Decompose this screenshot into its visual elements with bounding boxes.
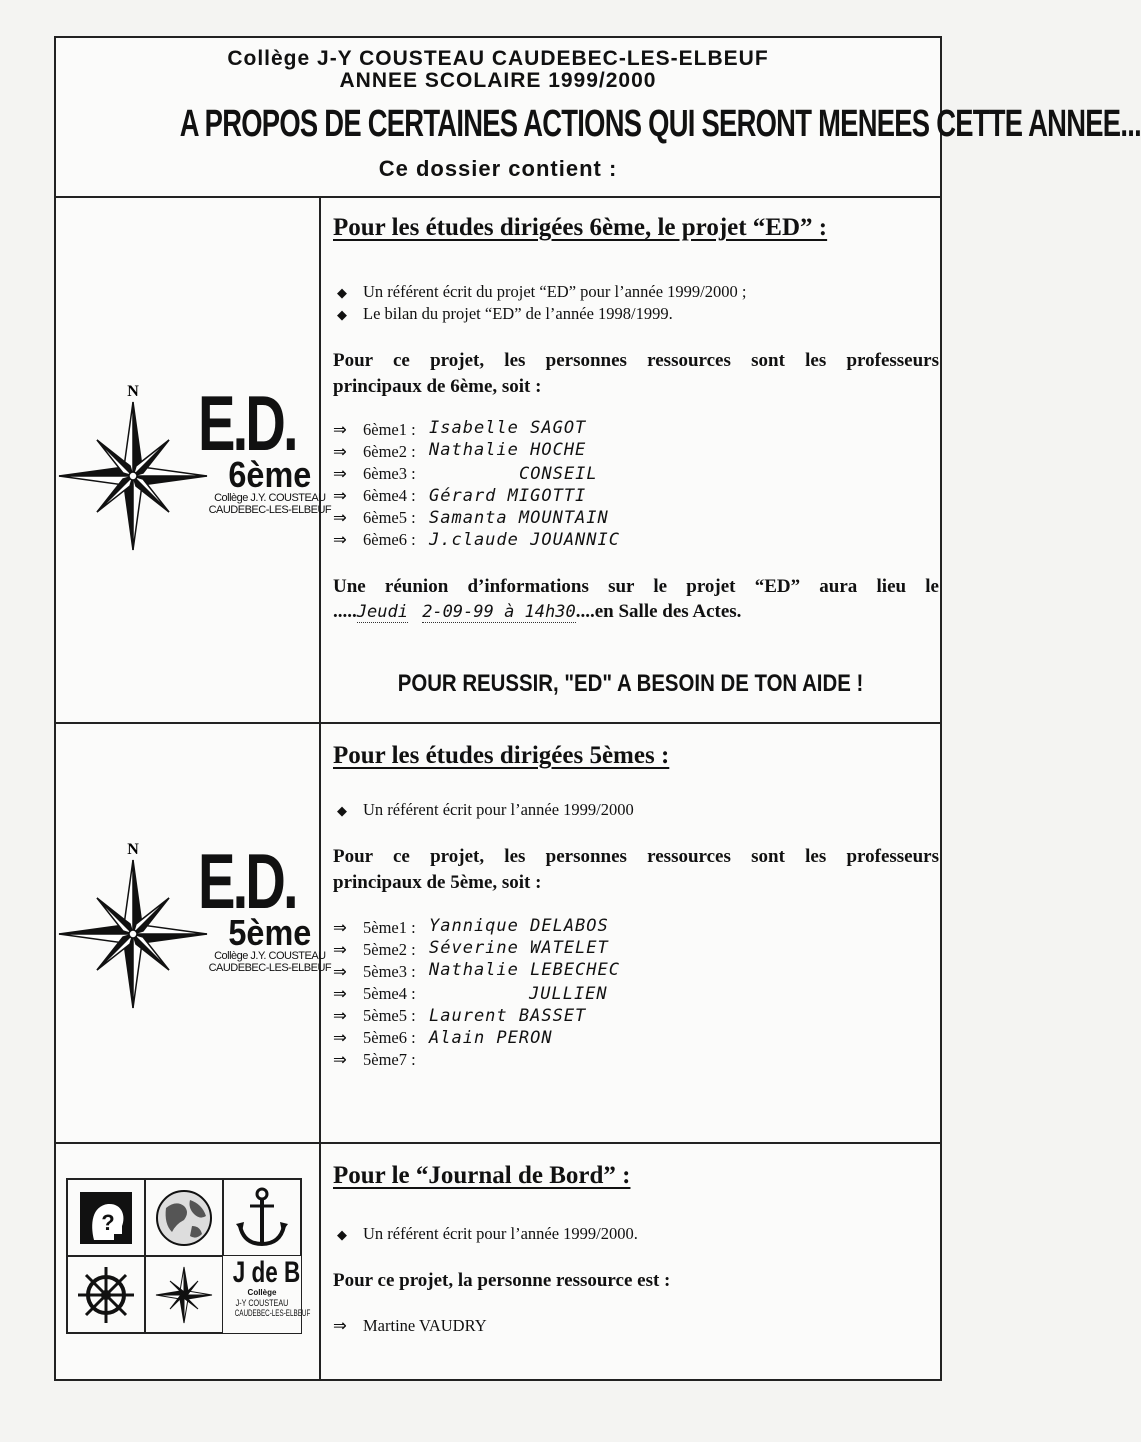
class-label: 5ème3 : bbox=[363, 962, 416, 981]
arrow-icon: ⇒ bbox=[333, 1006, 347, 1025]
section-6-resources-line2: principaux de 6ème, soit : bbox=[333, 376, 542, 397]
teacher-row bbox=[333, 984, 433, 1006]
teacher-name-handwritten: Alain PERON bbox=[429, 1028, 553, 1048]
section-5-content bbox=[321, 724, 940, 1142]
arrow-icon: ⇒ bbox=[333, 442, 347, 461]
bullet-text: Le bilan du projet “ED” de l’année 1998/1999. bbox=[363, 304, 673, 323]
teacher-name-handwritten: J.claude JOUANNIC bbox=[429, 530, 620, 550]
class-label: 5ème5 : bbox=[363, 1006, 416, 1025]
teacher-name-handwritten: CONSEIL bbox=[519, 464, 598, 484]
jdb-text-tile bbox=[223, 1256, 311, 1333]
journal-de-bord-logo bbox=[66, 1178, 311, 1334]
diamond-bullet-icon: ◆ bbox=[337, 1227, 347, 1242]
teacher-row bbox=[333, 486, 433, 508]
teacher-row bbox=[333, 464, 433, 486]
resource-person-row bbox=[333, 1316, 487, 1338]
page-title: A PROPOS DE CERTAINES ACTIONS QUI SERONT MENEES CETTE ANNEE... bbox=[179, 103, 1141, 145]
class-label: 6ème4 : bbox=[363, 486, 416, 505]
section-6-title: Pour les études dirigées 6ème, le projet “ED” : bbox=[333, 214, 828, 241]
ed-logo-grade: 6ème bbox=[228, 454, 312, 495]
resource-person-name: Martine VAUDRY bbox=[363, 1316, 487, 1335]
class-label: 5ème2 : bbox=[363, 940, 416, 959]
teacher-row bbox=[333, 918, 433, 940]
arrow-icon: ⇒ bbox=[333, 1028, 347, 1047]
teacher-name-handwritten: JULLIEN bbox=[529, 984, 608, 1004]
diamond-bullet-icon: ◆ bbox=[337, 307, 347, 322]
section-journal-de-bord bbox=[56, 1144, 940, 1381]
bullet-text: Un référent écrit pour l’année 1999/2000 bbox=[363, 800, 634, 819]
section-jdb-resources: Pour ce projet, la personne ressource est : bbox=[333, 1270, 671, 1291]
ed-logo-college: Collège J.Y. COUSTEAU bbox=[214, 492, 326, 504]
teacher-row bbox=[333, 530, 433, 552]
compass-rose-icon bbox=[146, 1257, 222, 1332]
arrow-icon: ⇒ bbox=[333, 940, 347, 959]
section-6-content bbox=[321, 196, 940, 722]
arrow-icon: ⇒ bbox=[333, 420, 347, 439]
section-5-logo-cell bbox=[56, 724, 332, 1142]
jdb-logo-text bbox=[223, 1256, 311, 1318]
anchor-tile bbox=[223, 1179, 301, 1256]
class-label: 6ème2 : bbox=[363, 442, 416, 461]
helm-tile bbox=[67, 1256, 145, 1333]
question-head-tile bbox=[67, 1179, 145, 1256]
ed-6eme-logo bbox=[61, 378, 332, 548]
ed-5eme-logo-text bbox=[198, 837, 334, 974]
section-ed-5eme bbox=[56, 724, 940, 1144]
ed-logo-letters: E.D. bbox=[198, 837, 296, 925]
section-ed-6eme bbox=[56, 196, 940, 724]
class-label: 5ème6 : bbox=[363, 1028, 416, 1047]
class-label: 5ème1 : bbox=[363, 918, 416, 937]
section-jdb-title: Pour le “Journal de Bord” : bbox=[333, 1162, 631, 1189]
anchor-icon bbox=[224, 1180, 300, 1255]
jdb-college: Collège bbox=[247, 1288, 277, 1297]
section-5-title: Pour les études dirigées 5èmes : bbox=[333, 742, 670, 769]
compass-rose-icon bbox=[61, 836, 211, 1001]
class-label: 5ème7 : bbox=[363, 1050, 416, 1069]
teacher-row bbox=[333, 1006, 433, 1028]
class-label: 6ème3 : bbox=[363, 464, 416, 483]
class-label: 6ème1 : bbox=[363, 420, 416, 439]
arrow-icon: ⇒ bbox=[333, 464, 347, 483]
arrow-icon: ⇒ bbox=[333, 1316, 347, 1335]
arrow-icon: ⇒ bbox=[333, 1050, 347, 1069]
diamond-bullet-icon: ◆ bbox=[337, 285, 347, 300]
meeting-day-handwritten: Jeudi bbox=[356, 602, 408, 622]
ed-logo-letters: E.D. bbox=[198, 379, 296, 467]
class-label: 6ème5 : bbox=[363, 508, 416, 527]
section-6-bullet bbox=[337, 282, 746, 302]
globe-tile bbox=[145, 1179, 223, 1256]
question-head-icon bbox=[68, 1180, 144, 1255]
diamond-bullet-icon: ◆ bbox=[337, 803, 347, 818]
ed-6eme-logo-text bbox=[198, 379, 334, 516]
document-sheet bbox=[54, 36, 1141, 1381]
teacher-name-handwritten: Laurent BASSET bbox=[429, 1006, 587, 1026]
meeting-line2 bbox=[333, 601, 741, 623]
document-header bbox=[56, 38, 1141, 198]
compass-rose-icon bbox=[61, 378, 211, 543]
section-6-logo-cell bbox=[56, 196, 332, 722]
teacher-name-handwritten: Gérard MIGOTTI bbox=[429, 486, 587, 506]
jdb-town: CAUDEBEC-LES-ELBEUF bbox=[234, 1308, 311, 1318]
section-6-bullet bbox=[337, 304, 673, 324]
section-jdb-content bbox=[321, 1144, 940, 1381]
bullet-text: Un référent écrit du projet “ED” pour l’année 1999/2000 ; bbox=[363, 282, 747, 301]
teacher-name-handwritten: Nathalie HOCHE bbox=[429, 440, 587, 460]
arrow-icon: ⇒ bbox=[333, 984, 347, 1003]
teacher-row bbox=[333, 962, 433, 984]
meeting-line1: Une réunion d’informations sur le projet “ED” aura lieu le bbox=[333, 576, 939, 597]
ed-call-to-action: POUR REUSSIR, "ED" A BESOIN DE TON AIDE ! bbox=[397, 670, 864, 697]
teacher-row bbox=[333, 420, 433, 442]
teacher-name-handwritten: Isabelle SAGOT bbox=[429, 418, 587, 438]
teacher-name-handwritten: Samanta MOUNTAIN bbox=[429, 508, 609, 528]
teacher-row bbox=[333, 1050, 433, 1072]
globe-icon bbox=[146, 1180, 222, 1255]
class-label: 6ème6 : bbox=[363, 530, 416, 549]
teacher-row bbox=[333, 940, 433, 962]
ed-logo-town: CAUDEBEC-LES-ELBEUF bbox=[208, 504, 332, 516]
teacher-name-handwritten: Nathalie LEBECHEC bbox=[429, 960, 620, 980]
teacher-row bbox=[333, 508, 433, 530]
teacher-row bbox=[333, 442, 433, 464]
class-label: 5ème4 : bbox=[363, 984, 416, 1003]
compass-north-label: N bbox=[127, 383, 139, 400]
dossier-contents-heading: Ce dossier contient : bbox=[378, 156, 618, 181]
arrow-icon: ⇒ bbox=[333, 486, 347, 505]
compass-tile bbox=[145, 1256, 223, 1333]
section-5-bullet bbox=[337, 800, 634, 820]
ed-logo-town: CAUDEBEC-LES-ELBEUF bbox=[208, 962, 332, 974]
teacher-name-handwritten: Séverine WATELET bbox=[429, 938, 609, 958]
arrow-icon: ⇒ bbox=[333, 962, 347, 981]
section-5-resources-line2: principaux de 5ème, soit : bbox=[333, 872, 542, 893]
ed-logo-college: Collège J.Y. COUSTEAU bbox=[214, 950, 326, 962]
ed-5eme-logo bbox=[61, 836, 332, 1006]
teacher-name-handwritten: Yannique DELABOS bbox=[429, 916, 609, 936]
meeting-location: ....en Salle des Actes. bbox=[575, 601, 742, 622]
teacher-row bbox=[333, 1028, 433, 1050]
arrow-icon: ⇒ bbox=[333, 918, 347, 937]
compass-north-label: N bbox=[127, 841, 139, 858]
school-year: ANNEE SCOLAIRE 1999/2000 bbox=[339, 69, 657, 92]
meeting-dots: ..... bbox=[333, 601, 357, 622]
bullet-text: Un référent écrit pour l’année 1999/2000. bbox=[363, 1224, 638, 1243]
svg-text:?: ? bbox=[101, 1210, 115, 1235]
section-jdb-bullet bbox=[337, 1224, 638, 1244]
section-jdb-logo-cell bbox=[56, 1144, 321, 1381]
section-6-resources-line1: Pour ce projet, les personnes ressources sont les professeurs bbox=[333, 350, 939, 371]
arrow-icon: ⇒ bbox=[333, 508, 347, 527]
jdb-letters: J de B bbox=[232, 1256, 301, 1289]
arrow-icon: ⇒ bbox=[333, 530, 347, 549]
ship-wheel-icon bbox=[68, 1257, 144, 1332]
ed-logo-grade: 5ème bbox=[228, 912, 312, 953]
meeting-date-handwritten: 2-09-99 à 14h30 bbox=[422, 602, 576, 622]
jdb-college-name: J-Y COUSTEAU bbox=[235, 1298, 289, 1308]
section-5-resources-line1: Pour ce projet, les personnes ressources sont les professeurs bbox=[333, 846, 939, 867]
college-name: Collège J-Y COUSTEAU CAUDEBEC-LES-ELBEUF bbox=[227, 47, 769, 70]
